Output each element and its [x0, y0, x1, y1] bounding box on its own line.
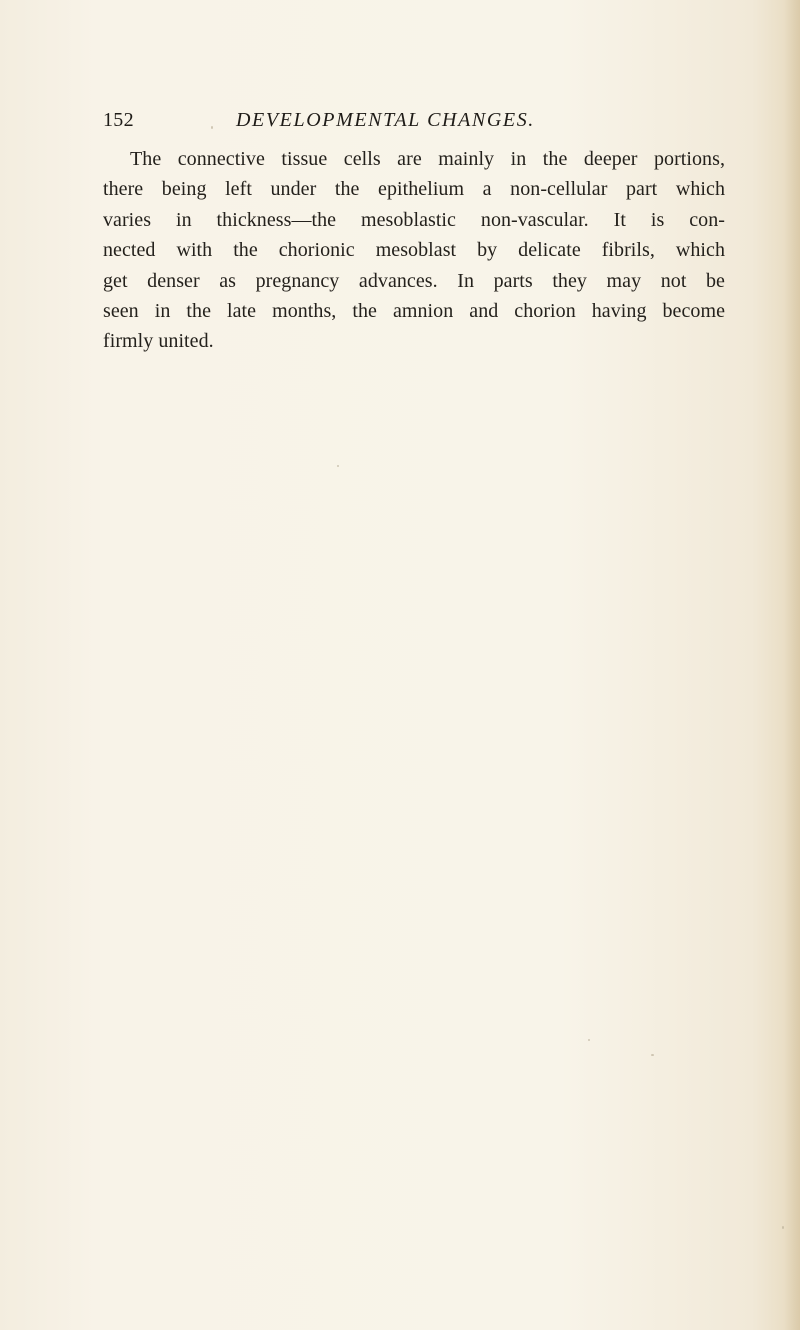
paragraph-line-5: get denser as pregnancy advances. In parts they may not be: [103, 269, 725, 292]
page-edge-shadow: [784, 0, 800, 1330]
paper-speck: [588, 1039, 590, 1041]
paper-speck: [782, 1226, 784, 1229]
page-number: 152: [103, 109, 134, 131]
paragraph-line-3: varies in thickness—the mesoblastic non-vascular. It is con-: [103, 208, 725, 231]
page-header: [103, 103, 603, 137]
paragraph-line-4: nected with the chorionic mesoblast by delicate fibrils, which: [103, 239, 725, 262]
paragraph: [103, 144, 725, 357]
paper-speck: [211, 126, 213, 129]
paper-speck: [337, 465, 339, 467]
paragraph-line-2: there being left under the epithelium a non-cellular part which: [103, 178, 725, 201]
running-head: DEVELOPMENTAL CHANGES.: [236, 109, 535, 131]
paragraph-line-7: firmly united.: [103, 330, 214, 353]
paragraph-line-1: The connective tissue cells are mainly in the deeper portions,: [130, 148, 725, 170]
paper-speck: [651, 1054, 654, 1056]
paragraph-line-6: seen in the late months, the amnion and chorion having become: [103, 299, 725, 322]
